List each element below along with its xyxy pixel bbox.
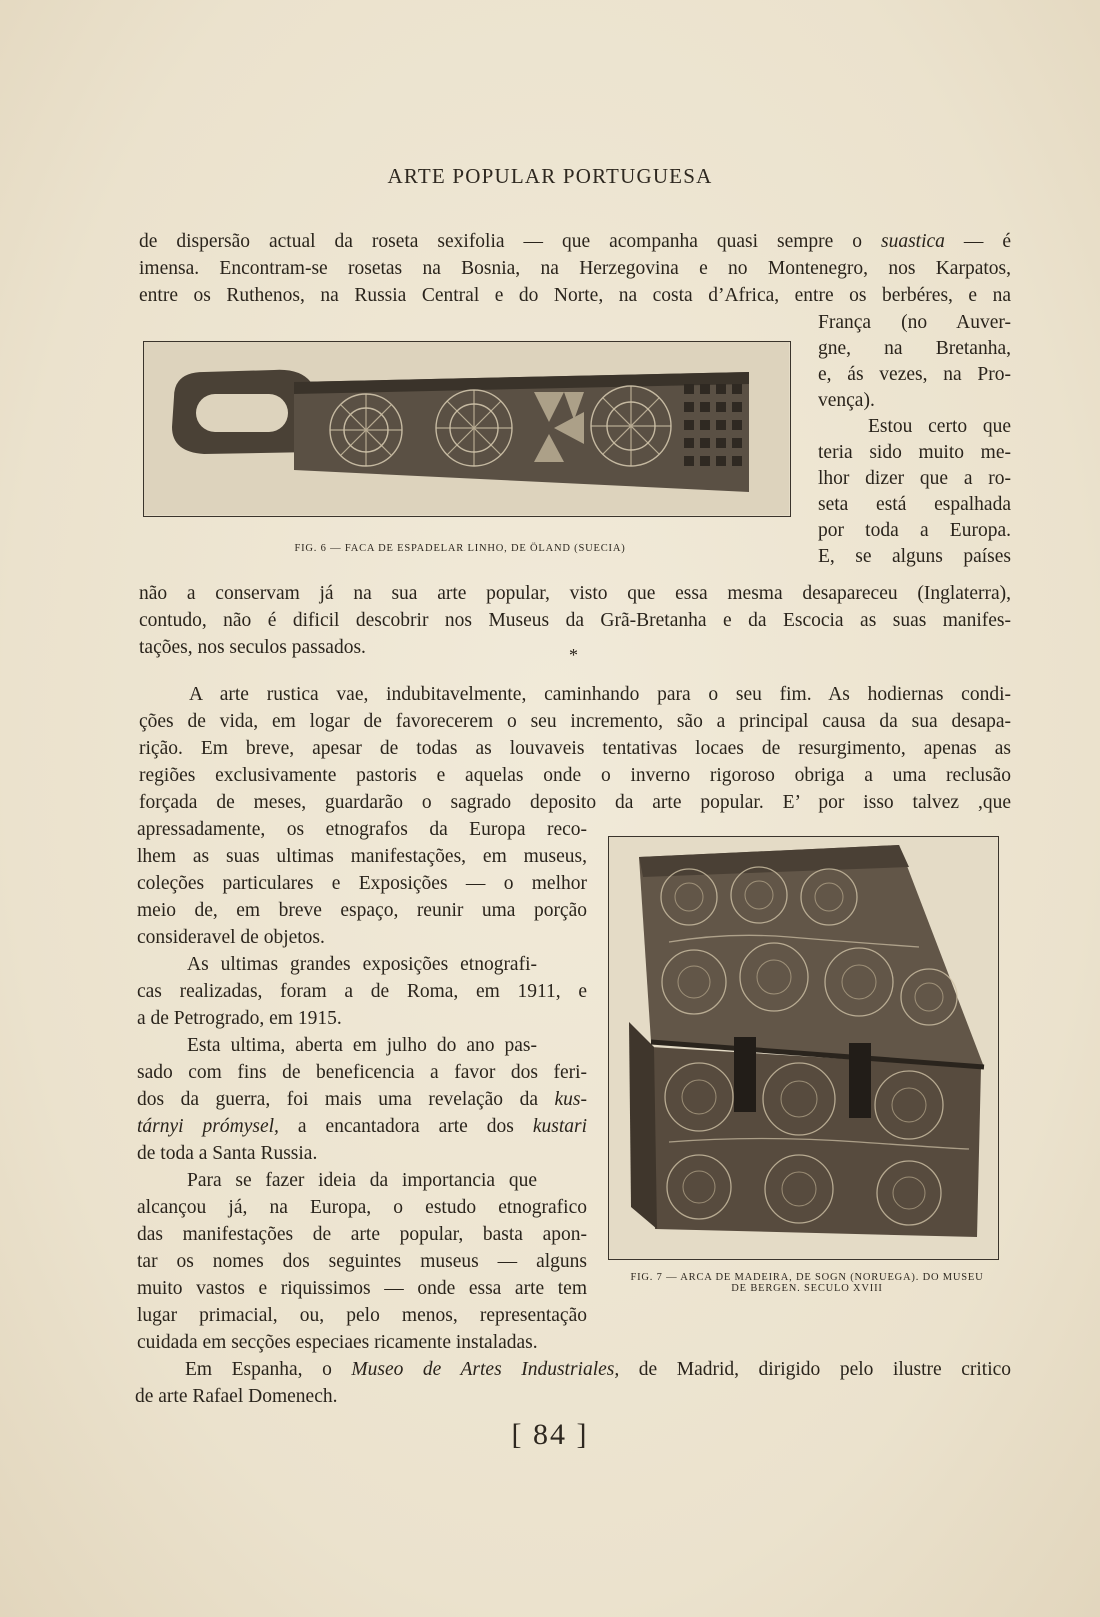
text-line: imensa. Encontram-se rosetas na Bosnia, na Herzegovina e no Montenegro, nos Karpatos, <box>139 258 1011 279</box>
text-line: As ultimas grandes exposições etnografi- <box>187 954 537 975</box>
text-line: seta está espalhada <box>818 494 1011 515</box>
text-line: das manifestações de arte popular, basta apon- <box>137 1224 587 1245</box>
figure-7-frame <box>608 836 999 1260</box>
text-line: lhem as suas ultimas manifestações, em museus, <box>137 846 587 867</box>
figure-6-frame <box>143 341 791 517</box>
text-line: consideravel de objetos. <box>137 927 325 948</box>
page-number: [ 84 ] <box>511 1418 589 1451</box>
figure-6-caption: FIG. 6 — FACA DE ESPADELAR LINHO, DE ÖLAND (SUECIA) <box>294 543 626 554</box>
text-line: entre os Ruthenos, na Russia Central e do Norte, na costa d’Africa, entre os berbéres, e na <box>139 285 1011 306</box>
text-line: forçada de meses, guardarão o sagrado deposito da arte popular. E’ por isso talvez ,que <box>139 792 1011 813</box>
text-line: tárnyi prómysel, a encantadora arte dos kustari <box>137 1116 587 1137</box>
figure-7-caption: FIG. 7 — ARCA DE MADEIRA, DE SOGN (NORUEGA). DO MUSEU DE BERGEN. SECULO XVIII <box>630 1272 984 1294</box>
text-line: apressadamente, os etnografos da Europa reco- <box>137 819 587 840</box>
text-line: E, se alguns países <box>818 546 1011 567</box>
text-line: A arte rustica vae, indubitavelmente, caminhando para o seu fim. As hodiernas condi- <box>189 684 1011 705</box>
text-line: lugar primacial, ou, pelo menos, representação <box>137 1305 587 1326</box>
text-line: Esta ultima, aberta em julho do ano pas- <box>187 1035 537 1056</box>
text-line: França (no Auver- <box>818 312 1011 333</box>
text-line: não a conservam já na sua arte popular, visto que essa mesma desapareceu (Inglaterra), <box>139 583 1011 604</box>
text-line: de dispersão actual da roseta sexifolia — que acompanha quasi sempre o suastica — é <box>139 231 1011 252</box>
figure-7-wooden-chest-image <box>609 837 997 1258</box>
text-line: tações, nos seculos passados. <box>139 637 366 658</box>
text-line: cuidada em secções especiaes ricamente instaladas. <box>137 1332 538 1353</box>
text-line: Para se fazer ideia da importancia que <box>187 1170 537 1191</box>
text-line: de toda a Santa Russia. <box>137 1143 318 1164</box>
text-line: regiões exclusivamente pastoris e aquelas onde o inverno rigoroso obriga a uma reclusão <box>139 765 1011 786</box>
text-line: meio de, em breve espaço, reunir uma porção <box>137 900 587 921</box>
text-line: a de Petrogrado, em 1915. <box>137 1008 342 1029</box>
text-line: de arte Rafael Domenech. <box>135 1386 338 1407</box>
text-line: por toda a Europa. <box>818 520 1011 541</box>
section-separator: * <box>569 645 578 665</box>
text-line: rição. Em breve, apesar de todas as louvaveis tentativas locaes de resurgimento, apenas as <box>139 738 1011 759</box>
text-line: vença). <box>818 390 875 411</box>
text-line: sado com fins de beneficencia a favor dos feri- <box>137 1062 587 1083</box>
text-line: Em Espanha, o Museo de Artes Industriales, de Madrid, dirigido pelo ilustre critico <box>185 1359 1012 1380</box>
text-line: coleções particulares e Exposições — o melhor <box>137 873 587 894</box>
text-line: e, ás vezes, na Pro- <box>818 364 1011 385</box>
text-line: contudo, não é dificil descobrir nos Museus da Grã-Bretanha e da Escocia as suas manifes- <box>139 610 1011 631</box>
text-line: alcançou já, na Europa, o estudo etnografico <box>137 1197 587 1218</box>
figure-6-scutching-knife-image <box>144 342 789 515</box>
text-line: ções de vida, em logar de favorecerem o seu incremento, são a principal causa da sua desapa- <box>139 711 1011 732</box>
running-head: ARTE POPULAR PORTUGUESA <box>387 164 713 188</box>
text-line: lhor dizer que a ro- <box>818 468 1011 489</box>
text-line: dos da guerra, foi mais uma revelação da kus- <box>137 1089 588 1110</box>
text-line: teria sido muito me- <box>818 442 1011 463</box>
text-line: tar os nomes dos seguintes museus — alguns <box>137 1251 587 1272</box>
text-line: muito vastos e riquissimos — onde essa arte tem <box>137 1278 587 1299</box>
text-line: gne, na Bretanha, <box>818 338 1011 359</box>
text-line: cas realizadas, foram a de Roma, em 1911, e <box>137 981 587 1002</box>
text-line: Estou certo que <box>868 416 1011 437</box>
